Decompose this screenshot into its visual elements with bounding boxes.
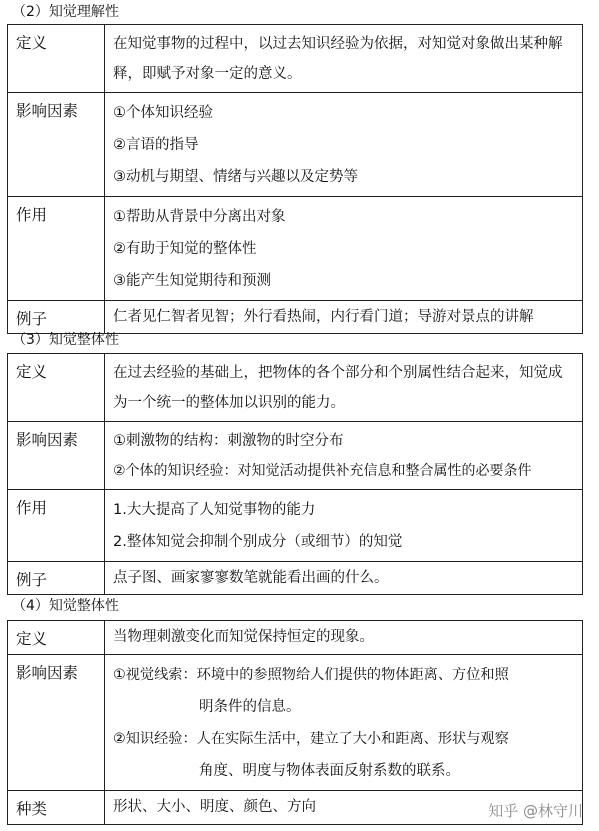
content-line: 在知觉事物的过程中，以过去知识经验为依据，对知觉对象做出某种解释，即赋予对象一定的意义。 [113,36,563,82]
row-content [105,93,583,197]
row-label: 种类 [8,791,105,825]
content-line: ②言语的指导 [113,137,199,153]
row-content [105,490,583,562]
row-label: 例子 [8,301,105,334]
content-line: 当物理刺激变化而知觉保持恒定的现象。 [113,629,374,645]
content-line: ①视觉线索：环境中的参照物给人们提供的物体距离、方位和照 [113,667,509,683]
row-label: 作用 [8,490,105,562]
table-row [8,621,583,655]
content-line: 在过去经验的基础上，把物体的各个部分和个别属性结合起来，知觉成为一个统一的整体加以识别的能力。 [113,365,563,411]
section-table [7,620,583,825]
table-row [8,422,583,490]
row-label: 影响因素 [8,655,105,791]
content-line: ③动机与期望、情绪与兴趣以及定势等 [113,169,358,185]
watermark-text: 知乎 @林守川 [488,802,583,820]
row-label: 定义 [8,354,105,422]
table-row [8,562,583,595]
content-line: ②有助于知觉的整体性 [113,241,257,257]
row-content [105,25,583,93]
content-line: 角度、明度与物体表面反射系数的联系。 [199,763,460,779]
row-label: 影响因素 [8,422,105,490]
content-line: ②知识经验：人在实际生活中，建立了大小和距离、形状与观察 [113,731,509,747]
content-line: 1.大大提高了人知觉事物的能力 [113,502,316,518]
row-label: 影响因素 [8,93,105,197]
table-row [8,197,583,301]
row-content [105,301,583,334]
section-table [7,353,583,595]
content-line: ①刺激物的结构：刺激物的时空分布 [113,433,344,449]
content-line: 2.整体知觉会抑制个别成分（或细节）的知觉 [113,534,403,550]
section-title: （2）知觉理解性 [12,4,119,20]
content-line: 明条件的信息。 [199,699,301,715]
row-label: 作用 [8,197,105,301]
row-content [105,655,583,791]
table-row [8,490,583,562]
row-content [105,422,583,490]
content-line: ①个体知识经验 [113,105,213,121]
row-label: 定义 [8,25,105,93]
content-line: 仁者见仁智者见智；外行看热闹，内行看门道；导游对景点的讲解 [113,309,534,325]
table-row [8,25,583,93]
table-row [8,93,583,197]
table-row [8,301,583,334]
content-line: ①帮助从背景中分离出对象 [113,209,286,225]
row-content [105,562,583,595]
table-row [8,655,583,791]
row-content [105,197,583,301]
section-table [7,24,583,334]
content-line: ③能产生知觉期待和预测 [113,273,271,289]
row-content [105,621,583,655]
content-line: 形状、大小、明度、颜色、方向 [113,799,316,815]
content-line: 点子图、画家寥寥数笔就能看出画的什么。 [113,570,389,586]
section-title: （3）知觉整体性 [12,332,119,348]
table-row [8,354,583,422]
row-content [105,354,583,422]
row-label: 例子 [8,562,105,595]
section-title: （4）知觉整体性 [12,598,119,614]
content-line: ②个体的知识经验：对知觉活动提供补充信息和整合属性的必要条件 [113,463,532,479]
row-label: 定义 [8,621,105,655]
